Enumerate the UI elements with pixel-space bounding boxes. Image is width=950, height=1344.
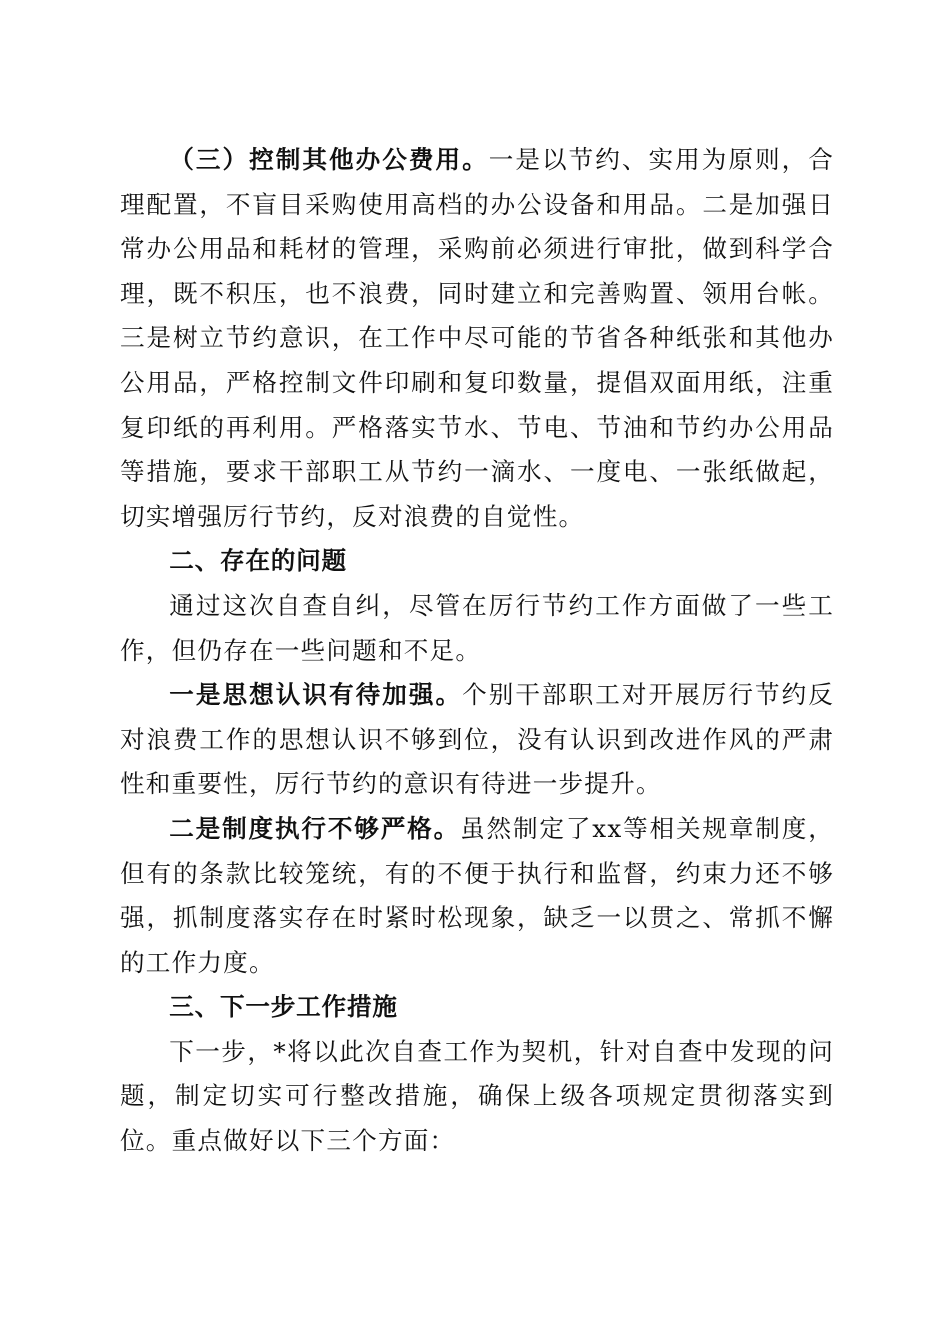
- paragraph-text: 虽然制定了xx等相关规章制度，但有的条款比较笼统，有的不便于执行和监督，约束力还不够强，抓制度落实存在时紧时松现象，缺乏一以贯之、常抓不懈的工作力度。: [120, 813, 834, 977]
- paragraph-lead: （三）控制其他办公费用。: [169, 145, 489, 174]
- section-heading-problems: 二、存在的问题: [169, 546, 347, 576]
- paragraph-lead: 一是思想认识有待加强。: [169, 680, 463, 710]
- paragraph-control-office-costs: [120, 138, 834, 539]
- paragraph-lead: 二是制度执行不够严格。: [169, 813, 461, 843]
- paragraph-text: 一是以节约、实用为原则，合理配置，不盲目采购使用高档的办公设备和用品。二是加强日常办公用品和耗材的管理，采购前必须进行审批，做到科学合理，既不积压，也不浪费，同时建立和完善购置、领用台帐。三是树立节约意识，在工作中尽可能的节省各种纸张和其他办公用品，严格控制文件印刷和复印数量，提倡双面用纸，注重复印纸的再利用。严格落实节水、节电、节油和节约办公用品等措施，要求干部职工从节约一滴水、一度电、一张纸做起，切实增强厉行节约，反对浪费的自觉性。: [120, 145, 834, 531]
- paragraph-problems-intro: 通过这次自查自纠，尽管在厉行节约工作方面做了一些工作，但仍存在一些问题和不足。: [120, 590, 834, 665]
- paragraph-system-enforcement: [120, 807, 834, 985]
- paragraph-text: 个别干部职工对开展厉行节约反对浪费工作的思想认识不够到位，没有认识到改进作风的严肃性和重要性，厉行节约的意识有待进一步提升。: [120, 680, 834, 799]
- section-heading-next-steps: 三、下一步工作措施: [169, 992, 398, 1022]
- paragraph-next-steps: 下一步，*将以此次自查工作为契机，针对自查中发现的问题，制定切实可行整改措施，确保上级各项规定贯彻落实到位。重点做好以下三个方面：: [120, 1036, 834, 1156]
- document-body: [120, 138, 834, 1164]
- paragraph-ideological-awareness: [120, 673, 834, 807]
